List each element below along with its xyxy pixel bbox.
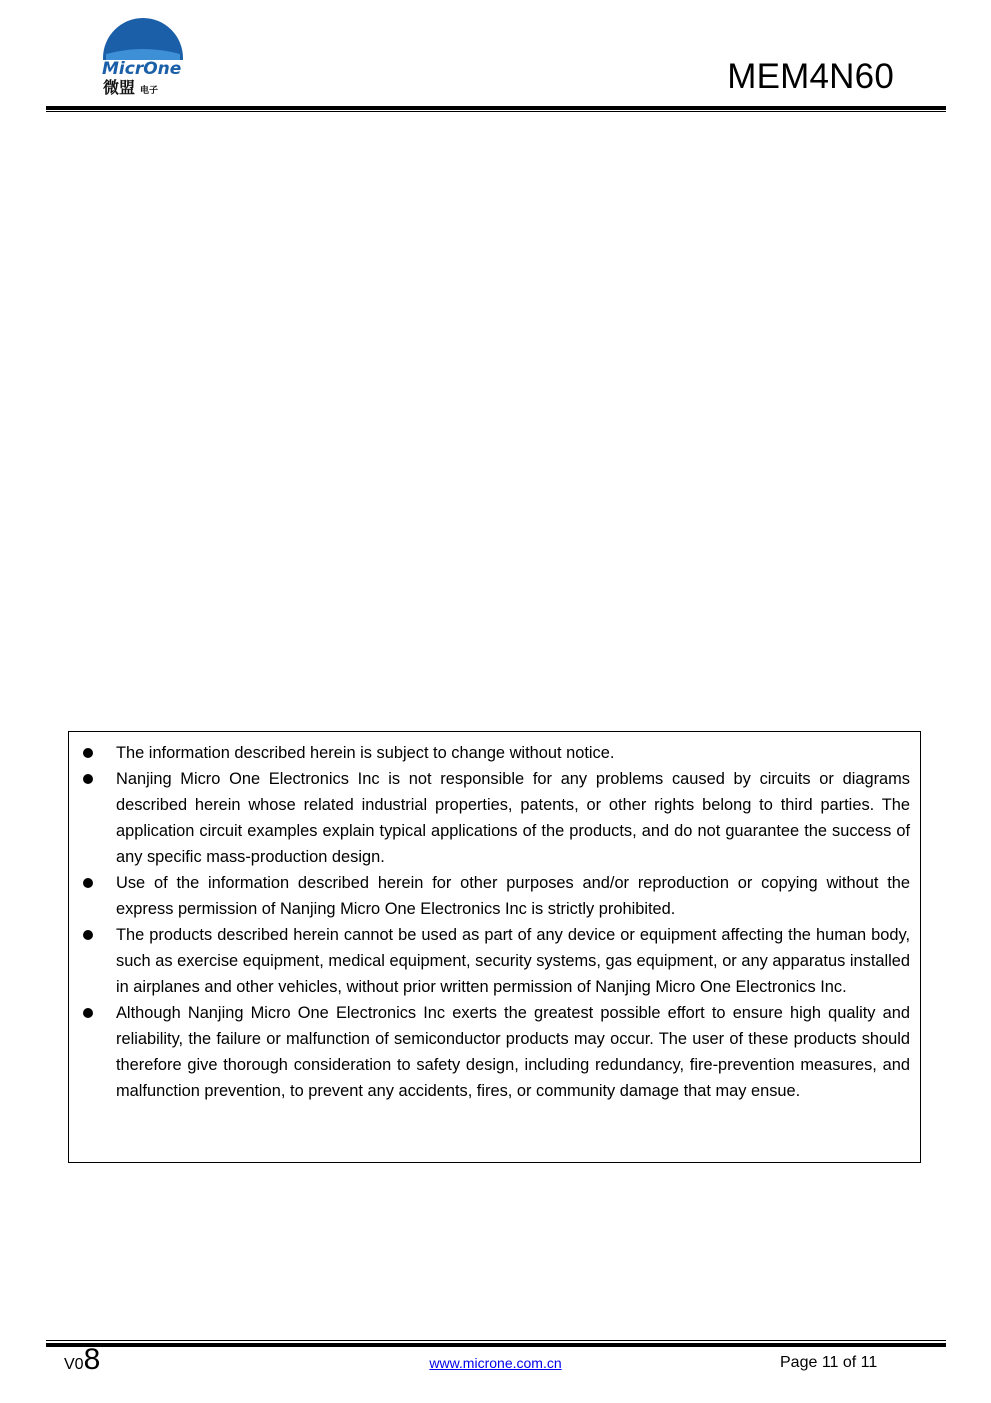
disclaimer-item xyxy=(69,922,922,1000)
company-logo xyxy=(98,18,190,98)
bullet-icon xyxy=(83,748,93,758)
disclaimer-item xyxy=(69,766,922,870)
header-rule-thick xyxy=(46,106,946,110)
disclaimer-notice-box xyxy=(68,731,921,1163)
disclaimer-text: Although Nanjing Micro One Electronics Inc exerts the greatest possible effort to ensure high quality and reliability, the failure or malfunction of semiconductor products may occur. The user of these products should therefore give thorough consideration to safety design, including redundancy, fire-prevention measures, and malfunction prevention, to prevent any accidents, fires, or community damage that may ensue. xyxy=(116,1004,910,1100)
disclaimer-text: Use of the information described herein for other purposes and/or reproduction or copying without the express permission of Nanjing Micro One Electronics Inc is strictly prohibited. xyxy=(116,874,910,918)
bullet-icon xyxy=(83,1008,93,1018)
header-rule-thin xyxy=(46,111,946,112)
microne-logo-icon xyxy=(98,18,190,98)
disclaimer-text: The products described herein cannot be used as part of any device or equipment affecting the human body, such as exercise equipment, medical equipment, security systems, gas equipment, or any apparatus installed in airplanes and other vehicles, without prior written permission of Nanjing Micro One Electronics Inc. xyxy=(116,926,910,996)
disclaimer-text: Nanjing Micro One Electronics Inc is not responsible for any problems caused by circuits or diagrams described herein whose related industrial properties, patents, or other rights belong to third parties. The application circuit examples explain typical applications of the products, and do not guarantee the success of any specific mass-production design. xyxy=(116,770,910,866)
disclaimer-item xyxy=(69,740,922,766)
bullet-icon xyxy=(83,774,93,784)
version-prefix: V0 xyxy=(64,1356,84,1373)
disclaimer-item xyxy=(69,1000,922,1104)
disclaimer-list xyxy=(69,740,922,1104)
svg-text:MicrOne: MicrOne xyxy=(102,59,182,79)
part-number-title: MEM4N60 xyxy=(727,57,894,96)
version-number: 8 xyxy=(83,1343,101,1376)
footer-rule-thin xyxy=(46,1340,946,1341)
svg-text:电子: 电子 xyxy=(140,86,159,96)
disclaimer-text: The information described herein is subject to change without notice. xyxy=(116,744,615,762)
bullet-icon xyxy=(83,878,93,888)
disclaimer-item xyxy=(69,870,922,922)
svg-text:微盟: 微盟 xyxy=(103,78,136,97)
bullet-icon xyxy=(83,930,93,940)
website-link[interactable]: www.microne.com.cn xyxy=(429,1355,562,1371)
page-number: Page 11 of 11 xyxy=(780,1354,878,1371)
footer-rule-thick xyxy=(46,1343,946,1347)
